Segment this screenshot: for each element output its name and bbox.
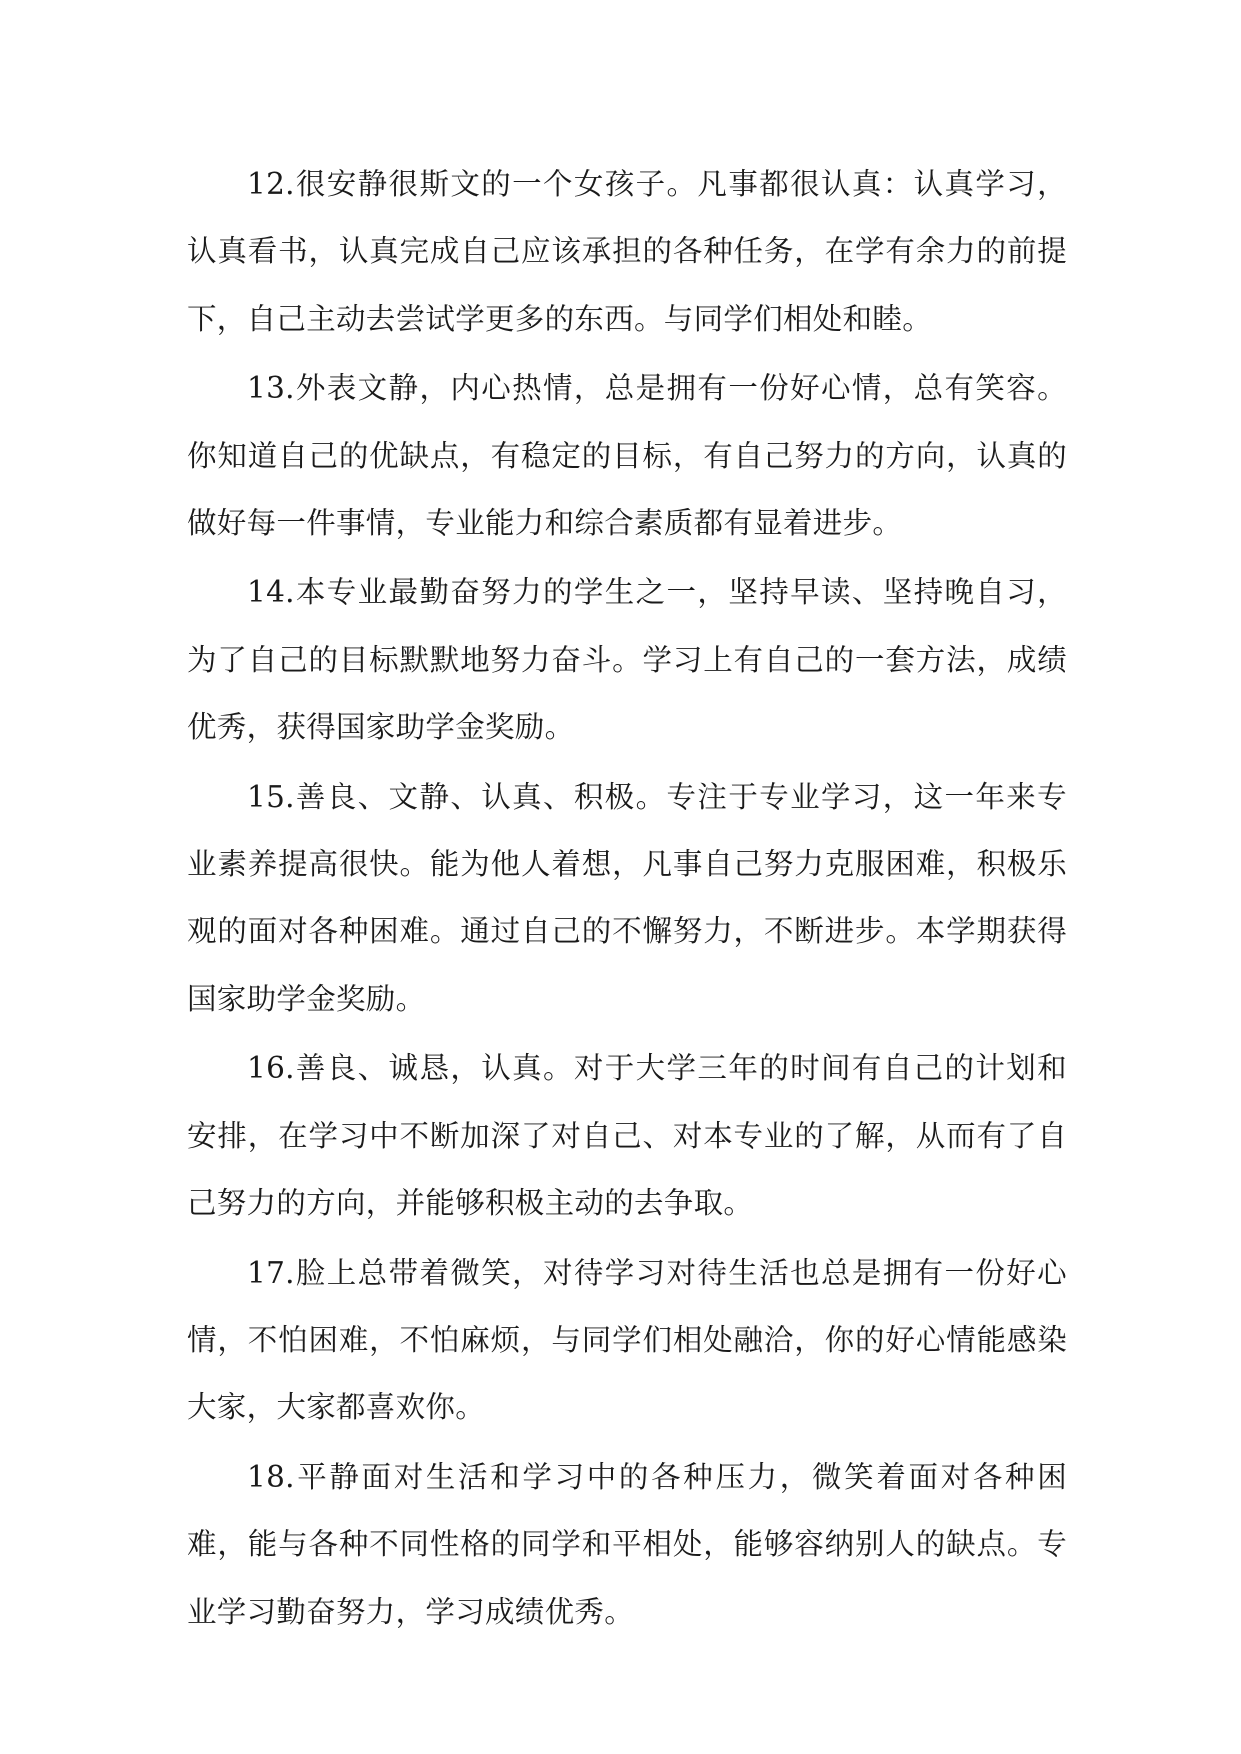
paragraph-16: 16.善良、诚恳，认真。对于大学三年的时间有自己的计划和安排，在学习中不断加深了对自己、对本专业的了解，从而有了自己努力的方向，并能够积极主动的去争取。 [187,1051,1067,1221]
paragraph-15: 15.善良、文静、认真、积极。专注于专业学习，这一年来专业素养提高很快。能为他人着想，凡事自己努力克服困难，积极乐观的面对各种困难。通过自己的不懈努力，不断进步。本学期获得国家助学金奖励。 [187,779,1067,1016]
document-body [187,151,1067,1648]
paragraph-17: 17.脸上总带着微笑，对待学习对待生活也总是拥有一份好心情，不怕困难，不怕麻烦，与同学们相处融洽，你的好心情能感染大家，大家都喜欢你。 [187,1255,1067,1425]
paragraph-14: 14.本专业最勤奋努力的学生之一，坚持早读、坚持晚自习，为了自己的目标默默地努力奋斗。学习上有自己的一套方法，成绩优秀，获得国家助学金奖励。 [187,575,1067,745]
paragraph-12: 12.很安静很斯文的一个女孩子。凡事都很认真：认真学习，认真看书，认真完成自己应该承担的各种任务，在学有余力的前提下，自己主动去尝试学更多的东西。与同学们相处和睦。 [187,167,1067,336]
paragraph-18: 18.平静面对生活和学习中的各种压力，微笑着面对各种困难，能与各种不同性格的同学和平相处，能够容纳别人的缺点。专业学习勤奋努力，学习成绩优秀。 [187,1459,1067,1629]
paragraph-13: 13.外表文静，内心热情，总是拥有一份好心情，总有笑容。你知道自己的优缺点，有稳定的目标，有自己努力的方向，认真的做好每一件事情，专业能力和综合素质都有显着进步。 [187,371,1067,541]
